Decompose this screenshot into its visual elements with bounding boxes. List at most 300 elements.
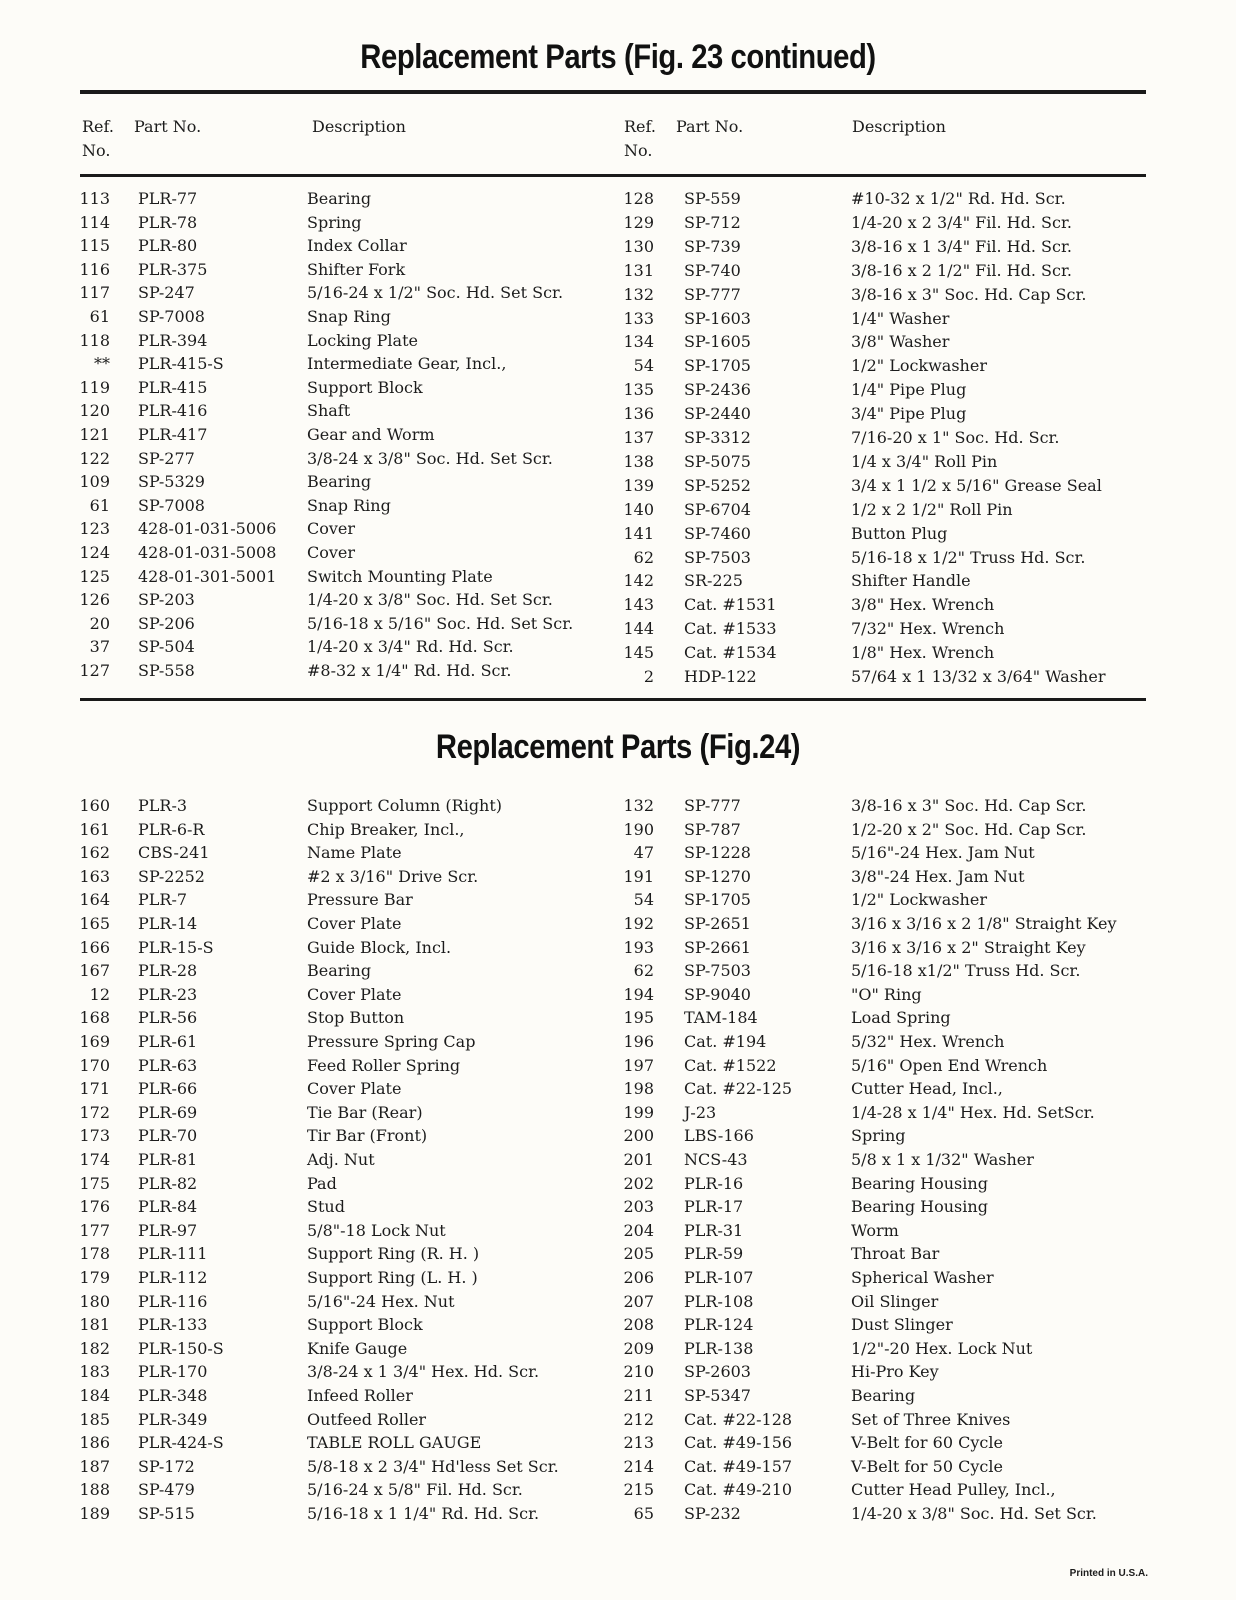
part-description: 3/4 x 1 1/2 x 5/16" Grease Seal — [851, 475, 1102, 495]
part-description: Oil Slinger — [851, 1291, 939, 1311]
table-row — [0, 1313, 1236, 1337]
header-left-desc: Description — [312, 117, 406, 136]
table-row — [0, 1006, 1236, 1030]
part-number: SP-2436 — [684, 380, 751, 400]
header-right-desc: Description — [852, 117, 946, 136]
part-description: 3/8-16 x 1 3/4" Fil. Hd. Scr. — [851, 236, 1072, 256]
part-ref: 171 — [79, 1079, 110, 1099]
part-description: 1/4 x 3/4" Roll Pin — [851, 451, 998, 471]
part-description: 1/4-20 x 2 3/4" Fil. Hd. Scr. — [851, 212, 1072, 232]
part-number: PLR-17 — [684, 1197, 744, 1217]
part-number: SP-479 — [138, 1480, 195, 1500]
part-description: 1/2" Lockwasher — [851, 356, 987, 376]
part-ref: 160 — [79, 796, 110, 815]
part-number: PLR-394 — [138, 330, 208, 350]
part-ref: 198 — [623, 1079, 654, 1099]
part-ref: 144 — [623, 619, 654, 639]
part-number: Cat. #194 — [684, 1032, 767, 1051]
part-number: PLR-108 — [684, 1291, 754, 1311]
part-ref: 142 — [623, 571, 654, 591]
part-description: Bearing — [851, 1386, 916, 1405]
part-ref: 187 — [79, 1456, 110, 1476]
part-number: SP-7503 — [684, 961, 751, 981]
part-description: Cover Plate — [307, 984, 402, 1004]
part-description: Gear and Worm — [307, 425, 435, 444]
table-row — [0, 474, 1236, 498]
part-ref: 126 — [79, 590, 110, 610]
part-description: Guide Block, Incl. — [307, 937, 452, 957]
table-row — [0, 617, 1236, 641]
part-ref: 127 — [79, 661, 110, 680]
table-row — [0, 1502, 1236, 1526]
part-ref: 165 — [79, 914, 110, 933]
part-description: 5/16-18 x 5/16" Soc. Hd. Set Scr. — [307, 613, 574, 633]
part-ref: 61 — [89, 307, 110, 326]
part-description: 5/16-24 x 5/8" Fil. Hd. Scr. — [307, 1480, 523, 1500]
part-number: Cat. #1533 — [684, 619, 777, 639]
part-description: 5/8 x 1 x 1/32" Washer — [851, 1150, 1034, 1169]
part-description: 1/2-20 x 2" Soc. Hd. Cap Scr. — [851, 819, 1087, 839]
part-number: PLR-111 — [138, 1244, 208, 1264]
table-row — [0, 1030, 1236, 1054]
part-ref: ** — [94, 354, 110, 374]
part-number: SP-787 — [684, 819, 741, 839]
part-number: SP-232 — [684, 1504, 741, 1523]
part-ref: 141 — [623, 523, 654, 543]
part-number: SP-172 — [138, 1456, 195, 1476]
part-number: PLR-59 — [684, 1244, 744, 1264]
part-number: PLR-133 — [138, 1315, 208, 1335]
part-description: Tir Bar (Front) — [307, 1126, 428, 1146]
part-description: Hi-Pro Key — [851, 1362, 939, 1382]
part-description: 5/16"-24 Hex. Jam Nut — [851, 843, 1035, 863]
part-ref: 214 — [623, 1456, 654, 1476]
part-ref: 164 — [79, 890, 110, 910]
part-description: Outfeed Roller — [307, 1409, 427, 1429]
table-row — [0, 1266, 1236, 1290]
part-ref: 168 — [79, 1008, 110, 1028]
table-row — [0, 569, 1236, 593]
table-row — [0, 641, 1236, 665]
part-ref: 125 — [79, 566, 110, 586]
part-number: SP-7460 — [684, 523, 751, 543]
part-ref: 202 — [623, 1173, 654, 1193]
part-number: SP-504 — [138, 637, 195, 657]
part-ref: 163 — [79, 866, 110, 886]
part-description: #2 x 3/16" Drive Scr. — [307, 866, 479, 886]
part-number: 428-01-031-5006 — [138, 519, 277, 539]
part-description: Adj. Nut — [307, 1150, 375, 1169]
part-ref: 116 — [79, 259, 110, 279]
part-number: PLR-348 — [138, 1386, 208, 1405]
part-number: CBS-241 — [138, 843, 210, 863]
part-number: SP-777 — [684, 284, 741, 304]
part-description: 3/8-16 x 3" Soc. Hd. Cap Scr. — [851, 284, 1087, 304]
part-ref: 190 — [623, 819, 654, 839]
part-ref: 124 — [79, 543, 110, 562]
part-number: 428-01-031-5008 — [138, 543, 277, 562]
part-description: Stop Button — [307, 1008, 405, 1028]
part-ref: 203 — [623, 1197, 654, 1217]
part-ref: 132 — [623, 284, 654, 304]
part-description: 5/16-18 x 1 1/4" Rd. Hd. Scr. — [307, 1504, 540, 1523]
part-number: SP-5347 — [684, 1386, 751, 1405]
part-description: "O" Ring — [851, 984, 922, 1004]
part-ref: 211 — [623, 1386, 654, 1405]
part-description: 3/8"-24 Hex. Jam Nut — [851, 866, 1025, 886]
part-number: SP-3312 — [684, 428, 751, 447]
table-row — [0, 259, 1236, 283]
part-ref: 132 — [623, 796, 654, 815]
part-description: Cover — [307, 543, 356, 562]
part-number: Cat. #1522 — [684, 1055, 777, 1075]
part-ref: 185 — [79, 1409, 110, 1429]
part-number: PLR-80 — [138, 236, 198, 256]
table-row — [0, 1101, 1236, 1125]
part-ref: 166 — [79, 937, 110, 957]
part-description: Intermediate Gear, Incl., — [307, 354, 507, 374]
part-number: PLR-31 — [684, 1220, 744, 1240]
part-ref: 178 — [79, 1244, 110, 1264]
part-ref: 192 — [623, 914, 654, 933]
part-description: Chip Breaker, Incl., — [307, 819, 465, 839]
part-number: Cat. #49-157 — [684, 1456, 793, 1476]
table-row — [0, 1219, 1236, 1243]
part-description: TABLE ROLL GAUGE — [307, 1433, 482, 1453]
part-description: 3/8-24 x 3/8" Soc. Hd. Set Scr. — [307, 448, 553, 468]
part-ref: 191 — [623, 866, 654, 886]
table-row — [0, 307, 1236, 331]
table-row — [0, 1408, 1236, 1432]
part-ref: 206 — [623, 1268, 654, 1287]
section2-title: Replacement Parts (Fig.24) — [435, 728, 801, 766]
part-ref: 174 — [79, 1150, 110, 1169]
part-description: Pressure Bar — [307, 890, 413, 910]
part-ref: 196 — [623, 1032, 654, 1051]
part-ref: 128 — [623, 189, 654, 208]
part-description: 1/4-20 x 3/8" Soc. Hd. Set Scr. — [851, 1504, 1097, 1523]
table-row — [0, 1148, 1236, 1172]
table-row — [0, 1242, 1236, 1266]
part-description: Switch Mounting Plate — [307, 566, 493, 586]
part-number: PLR-81 — [138, 1150, 198, 1169]
part-description: Spring — [851, 1126, 906, 1146]
part-ref: 169 — [79, 1032, 110, 1051]
part-description: Set of Three Knives — [851, 1409, 1011, 1429]
table-row — [0, 354, 1236, 378]
part-description: Snap Ring — [307, 307, 391, 326]
part-number: PLR-14 — [138, 914, 198, 933]
footer-printed: Printed in U.S.A. — [1069, 1568, 1148, 1579]
part-description: 5/16-18 x 1/2" Truss Hd. Scr. — [851, 547, 1086, 567]
part-number: SP-559 — [684, 189, 741, 208]
part-ref: 181 — [79, 1315, 110, 1335]
part-ref: 123 — [79, 519, 110, 539]
part-ref: 62 — [633, 961, 654, 981]
part-description: Cover Plate — [307, 914, 402, 933]
part-description: Feed Roller Spring — [307, 1055, 461, 1075]
part-ref: 129 — [623, 212, 654, 232]
part-description: 5/16-18 x1/2" Truss Hd. Scr. — [851, 961, 1081, 981]
table-row — [0, 378, 1236, 402]
part-number: PLR-107 — [684, 1268, 754, 1287]
table-row — [0, 426, 1236, 450]
part-ref: 199 — [623, 1102, 654, 1122]
part-ref: 175 — [79, 1173, 110, 1193]
part-ref: 162 — [79, 843, 110, 863]
part-description: Support Block — [307, 1315, 423, 1335]
part-ref: 131 — [623, 260, 654, 280]
part-number: PLR-7 — [138, 890, 188, 910]
table-row — [0, 283, 1236, 307]
part-number: PLR-66 — [138, 1079, 198, 1099]
part-description: 1/2 x 2 1/2" Roll Pin — [851, 499, 1013, 519]
table-row — [0, 1360, 1236, 1384]
part-description: 3/8-24 x 1 3/4" Hex. Hd. Scr. — [307, 1362, 540, 1382]
part-number: Cat. #22-128 — [684, 1409, 793, 1429]
part-description: Support Column (Right) — [307, 796, 503, 815]
part-number: PLR-349 — [138, 1409, 208, 1429]
part-number: PLR-415-S — [138, 354, 224, 374]
part-ref: 119 — [79, 377, 110, 397]
part-description: 3/8" Hex. Wrench — [851, 595, 995, 615]
part-description: Tie Bar (Rear) — [307, 1102, 423, 1122]
part-description: Bearing — [307, 189, 372, 208]
part-ref: 195 — [623, 1008, 654, 1028]
top-rule — [80, 90, 1146, 94]
part-description: 7/32" Hex. Wrench — [851, 619, 1005, 639]
part-ref: 133 — [623, 308, 654, 328]
table-row — [0, 1195, 1236, 1219]
part-ref: 186 — [79, 1433, 110, 1453]
part-number: SP-1228 — [684, 843, 751, 863]
part-ref: 137 — [623, 428, 654, 447]
header-left-part: Part No. — [134, 117, 202, 136]
part-number: PLR-84 — [138, 1197, 198, 1217]
part-ref: 184 — [79, 1386, 110, 1405]
part-number: SP-5075 — [684, 451, 751, 471]
part-ref: 114 — [79, 212, 110, 232]
part-number: SP-2440 — [684, 404, 751, 424]
part-number: PLR-116 — [138, 1291, 208, 1311]
part-number: SP-558 — [138, 661, 195, 680]
part-description: 1/4-20 x 3/8" Soc. Hd. Set Scr. — [307, 590, 553, 610]
part-description: Shaft — [307, 401, 351, 421]
part-ref: 143 — [623, 595, 654, 615]
part-ref: 65 — [633, 1504, 654, 1523]
part-number: PLR-124 — [684, 1315, 754, 1335]
part-ref: 215 — [623, 1480, 654, 1500]
table-row — [0, 1478, 1236, 1502]
part-description: Support Block — [307, 377, 423, 397]
table-row — [0, 1054, 1236, 1078]
part-number: PLR-23 — [138, 984, 198, 1004]
part-ref: 20 — [89, 613, 110, 633]
part-description: V-Belt for 50 Cycle — [851, 1456, 1003, 1476]
table-row — [0, 330, 1236, 354]
part-ref: 121 — [79, 425, 110, 444]
part-number: SP-2252 — [138, 866, 205, 886]
table-row — [0, 888, 1236, 912]
part-ref: 176 — [79, 1197, 110, 1217]
part-ref: 120 — [79, 401, 110, 421]
part-number: SP-247 — [138, 283, 195, 303]
part-number: PLR-415 — [138, 377, 208, 397]
part-number: SR-225 — [684, 571, 743, 591]
table-row — [0, 665, 1236, 689]
part-ref: 193 — [623, 937, 654, 957]
part-number: TAM-184 — [684, 1008, 758, 1028]
table-row — [0, 936, 1236, 960]
part-ref: 130 — [623, 236, 654, 256]
section1-title: Replacement Parts (Fig. 23 continued) — [360, 38, 876, 76]
part-description: Shifter Fork — [307, 259, 406, 279]
part-ref: 208 — [623, 1315, 654, 1335]
part-ref: 47 — [633, 843, 654, 863]
table-row — [0, 1431, 1236, 1455]
part-number: SP-712 — [684, 212, 741, 232]
part-description: 3/8-16 x 3" Soc. Hd. Cap Scr. — [851, 796, 1087, 815]
part-number: PLR-61 — [138, 1032, 198, 1051]
part-description: Index Collar — [307, 236, 407, 256]
part-number: PLR-69 — [138, 1102, 198, 1122]
part-number: 428-01-301-5001 — [138, 566, 277, 586]
part-ref: 136 — [623, 404, 654, 424]
part-number: SP-739 — [684, 236, 741, 256]
part-number: SP-1603 — [684, 308, 751, 328]
part-description: 5/8-18 x 2 3/4" Hd'less Set Scr. — [307, 1456, 559, 1476]
part-description: Worm — [851, 1220, 899, 1240]
part-description: 3/8" Washer — [851, 332, 950, 352]
part-ref: 173 — [79, 1126, 110, 1146]
part-number: PLR-416 — [138, 401, 208, 421]
part-number: PLR-15-S — [138, 937, 214, 957]
part-number: SP-1270 — [684, 866, 751, 886]
part-ref: 170 — [79, 1055, 110, 1075]
part-description: Bearing Housing — [851, 1173, 988, 1193]
part-description: 3/16 x 3/16 x 2" Straight Key — [851, 937, 1086, 957]
part-number: SP-515 — [138, 1504, 195, 1523]
part-description: 1/8" Hex. Wrench — [851, 643, 995, 663]
part-description: 3/8-16 x 2 1/2" Fil. Hd. Scr. — [851, 260, 1072, 280]
part-ref: 12 — [89, 984, 110, 1004]
part-ref: 54 — [633, 356, 654, 376]
part-ref: 62 — [633, 547, 654, 567]
part-ref: 179 — [79, 1268, 110, 1287]
part-description: Locking Plate — [307, 330, 418, 350]
part-description: Load Spring — [851, 1008, 951, 1028]
part-ref: 177 — [79, 1220, 110, 1240]
part-description: Cover Plate — [307, 1079, 402, 1099]
header-right-ref: Ref. No. — [624, 117, 656, 160]
part-number: SP-5252 — [684, 475, 751, 495]
part-number: PLR-82 — [138, 1173, 198, 1193]
part-ref: 197 — [623, 1055, 654, 1075]
table-row — [0, 211, 1236, 235]
part-ref: 172 — [79, 1102, 110, 1122]
part-number: SP-6704 — [684, 499, 751, 519]
part-description: Snap Ring — [307, 495, 391, 515]
part-description: Support Ring (L. H. ) — [307, 1268, 478, 1287]
table-row — [0, 593, 1236, 617]
part-number: PLR-16 — [684, 1173, 744, 1193]
part-description: Bearing Housing — [851, 1197, 988, 1217]
part-number: SP-2661 — [684, 937, 751, 957]
table-row — [0, 235, 1236, 259]
part-ref: 139 — [623, 475, 654, 495]
part-number: PLR-150-S — [138, 1338, 224, 1358]
part-description: V-Belt for 60 Cycle — [851, 1433, 1003, 1453]
part-description: Bearing — [307, 472, 372, 492]
table-row — [0, 1337, 1236, 1361]
part-description: Pad — [307, 1173, 337, 1193]
part-number: PLR-424-S — [138, 1433, 224, 1453]
part-number: SP-7503 — [684, 547, 751, 567]
part-number: Cat. #49-156 — [684, 1433, 793, 1453]
part-ref: 117 — [79, 283, 110, 303]
header-left-ref: Ref. No. — [82, 117, 114, 160]
part-ref: 2 — [643, 667, 654, 686]
part-ref: 201 — [623, 1150, 654, 1169]
part-ref: 200 — [623, 1126, 654, 1146]
part-description: Spherical Washer — [851, 1268, 994, 1287]
part-description: 5/16-24 x 1/2" Soc. Hd. Set Scr. — [307, 283, 564, 303]
part-description: #10-32 x 1/2" Rd. Hd. Scr. — [851, 189, 1066, 208]
table-row — [0, 1124, 1236, 1148]
part-number: SP-1605 — [684, 332, 751, 352]
part-number: SP-1705 — [684, 356, 751, 376]
table-row — [0, 1384, 1236, 1408]
part-description: Throat Bar — [851, 1244, 940, 1264]
table-row — [0, 522, 1236, 546]
part-ref: 167 — [79, 961, 110, 981]
part-description: 1/4-28 x 1/4" Hex. Hd. SetScr. — [851, 1102, 1095, 1122]
part-description: 5/32" Hex. Wrench — [851, 1032, 1005, 1051]
part-description: 1/2" Lockwasher — [851, 890, 987, 910]
header-rule — [80, 174, 1146, 177]
part-description: Knife Gauge — [307, 1338, 408, 1358]
part-number: PLR-138 — [684, 1338, 754, 1358]
header-right-part: Part No. — [676, 117, 744, 136]
table-row — [0, 450, 1236, 474]
part-ref: 113 — [79, 189, 110, 208]
section1-bottom-rule — [80, 698, 1146, 701]
part-number: NCS-43 — [684, 1150, 748, 1169]
part-description: 5/8"-18 Lock Nut — [307, 1220, 446, 1240]
part-ref: 207 — [623, 1291, 654, 1311]
part-description: 7/16-20 x 1" Soc. Hd. Scr. — [851, 428, 1060, 447]
table-row — [0, 402, 1236, 426]
part-ref: 210 — [623, 1362, 654, 1382]
part-number: PLR-6-R — [138, 819, 205, 839]
part-ref: 140 — [623, 499, 654, 519]
part-ref: 183 — [79, 1362, 110, 1382]
part-number: SP-1705 — [684, 890, 751, 910]
part-ref: 54 — [633, 890, 654, 910]
part-number: PLR-56 — [138, 1008, 198, 1028]
part-ref: 180 — [79, 1291, 110, 1311]
part-description: Pressure Spring Cap — [307, 1032, 476, 1051]
part-description: Stud — [307, 1197, 345, 1217]
part-number: SP-7008 — [138, 495, 205, 515]
part-ref: 213 — [623, 1433, 654, 1453]
part-ref: 135 — [623, 380, 654, 400]
part-ref: 205 — [623, 1244, 654, 1264]
part-description: 5/16"-24 Hex. Nut — [307, 1291, 455, 1311]
part-number: PLR-63 — [138, 1055, 198, 1075]
table-row — [0, 1077, 1236, 1101]
part-number: J-23 — [684, 1102, 717, 1122]
